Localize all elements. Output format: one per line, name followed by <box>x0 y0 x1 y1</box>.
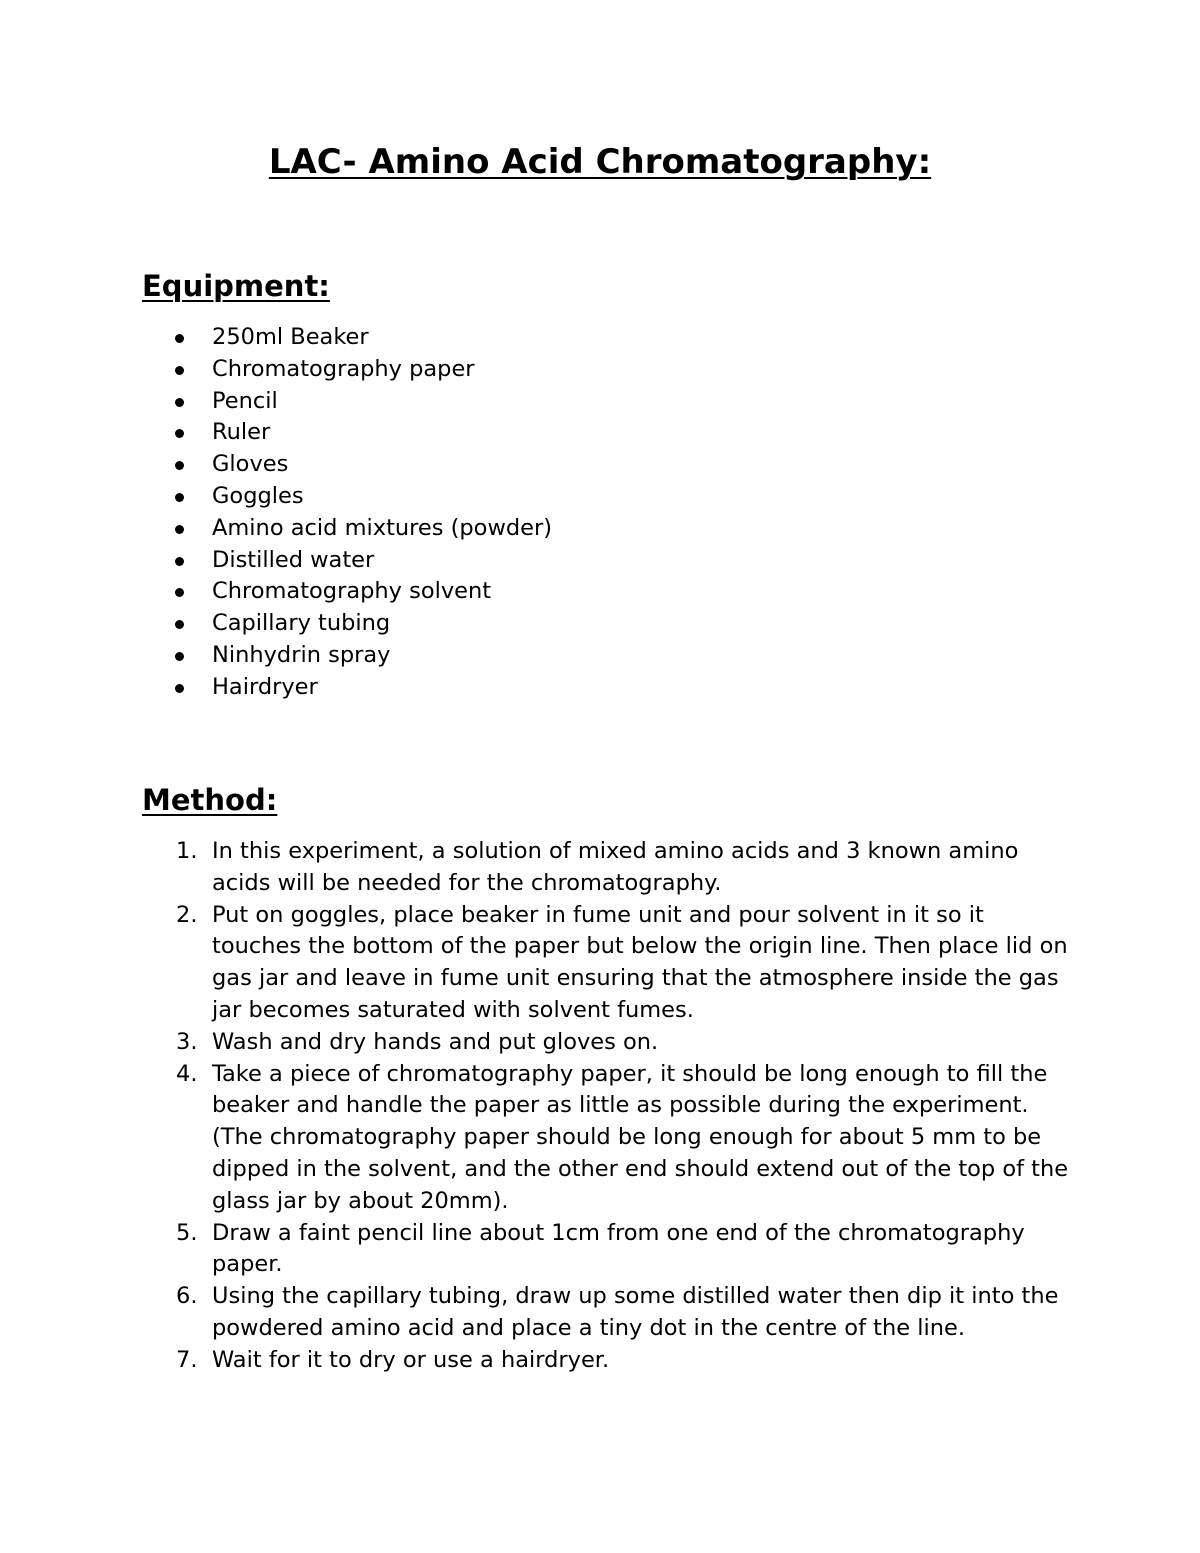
method-step <box>0 1345 1100 1377</box>
list-item <box>0 576 552 608</box>
bullet-icon <box>175 525 184 534</box>
bullet-icon <box>175 334 184 343</box>
method-step <box>0 1027 1100 1059</box>
step-text: Draw a faint pencil line about 1cm from one end of the chromatography paper. <box>212 1219 1025 1278</box>
step-number: 5. <box>176 1219 198 1246</box>
bullet-icon <box>175 684 184 693</box>
equipment-list <box>0 322 552 704</box>
document-title: LAC- Amino Acid Chromatography: <box>268 142 932 182</box>
method-list <box>0 836 1100 1377</box>
step-text: Using the capillary tubing, draw up some distilled water then dip it into the powdered amino acid and place a tiny dot in the centre of the line. <box>212 1283 1059 1341</box>
bullet-icon <box>175 588 184 597</box>
step-number: 6. <box>176 1283 198 1310</box>
equipment-heading: Equipment: <box>142 269 330 303</box>
bullet-icon <box>175 366 184 375</box>
step-text: Wash and dry hands and put gloves on. <box>212 1028 659 1055</box>
list-item <box>0 417 552 449</box>
method-heading: Method: <box>142 783 278 817</box>
step-text: In this experiment, a solution of mixed amino acids and 3 known amino acids will be needed for the chromatography. <box>212 838 1019 896</box>
step-text: Wait for it to dry or use a hairdryer. <box>212 1346 610 1373</box>
list-item <box>0 608 552 640</box>
list-item <box>0 672 552 704</box>
list-item <box>0 386 552 418</box>
list-item <box>0 513 552 545</box>
bullet-icon <box>175 620 184 629</box>
step-number: 1. <box>176 838 198 864</box>
method-step <box>0 900 1100 1027</box>
bullet-icon <box>175 557 184 566</box>
equipment-item-label: Distilled water <box>212 546 375 573</box>
equipment-item-label: Capillary tubing <box>212 610 391 637</box>
list-item <box>0 354 552 386</box>
list-item <box>0 545 552 577</box>
method-step <box>0 1218 1100 1282</box>
step-text: Put on goggles, place beaker in fume unit and pour solvent in it so it touches the bottom of the paper but below the origin line. Then place lid on gas jar and leave in fume unit ensuring that the atmosphere inside the gas jar becomes saturated with solvent fumes. <box>212 901 1068 1023</box>
list-item <box>0 449 552 481</box>
equipment-item-label: Gloves <box>212 451 289 478</box>
bullet-icon <box>175 652 184 661</box>
equipment-item-label: Pencil <box>212 387 278 414</box>
equipment-item-label: Hairdryer <box>212 673 318 700</box>
method-step <box>0 1059 1100 1218</box>
step-number: 3. <box>176 1028 198 1055</box>
equipment-item-label: 250ml Beaker <box>212 324 369 350</box>
list-item <box>0 322 552 354</box>
equipment-item-label: Ninhydrin spray <box>212 641 391 668</box>
equipment-item-label: Chromatography solvent <box>212 578 492 605</box>
list-item <box>0 640 552 672</box>
method-step <box>0 836 1100 900</box>
equipment-item-label: Ruler <box>212 419 271 446</box>
step-number: 7. <box>176 1346 198 1373</box>
list-item <box>0 481 552 513</box>
step-text: Take a piece of chromatography paper, it should be long enough to fill the beaker and handle the paper as little as possible during the experiment. (The chromatography paper should be long enough for about 5 mm to be dipped in the solvent, and the other end should extend out of the top of the glass jar by about 20mm). <box>212 1060 1069 1214</box>
bullet-icon <box>175 398 184 407</box>
bullet-icon <box>175 429 184 438</box>
bullet-icon <box>175 461 184 470</box>
method-step <box>0 1281 1100 1345</box>
equipment-item-label: Amino acid mixtures (powder) <box>212 514 553 541</box>
step-number: 2. <box>176 901 198 928</box>
bullet-icon <box>175 493 184 502</box>
step-number: 4. <box>176 1060 198 1087</box>
equipment-item-label: Goggles <box>212 482 304 509</box>
equipment-item-label: Chromatography paper <box>212 355 475 382</box>
